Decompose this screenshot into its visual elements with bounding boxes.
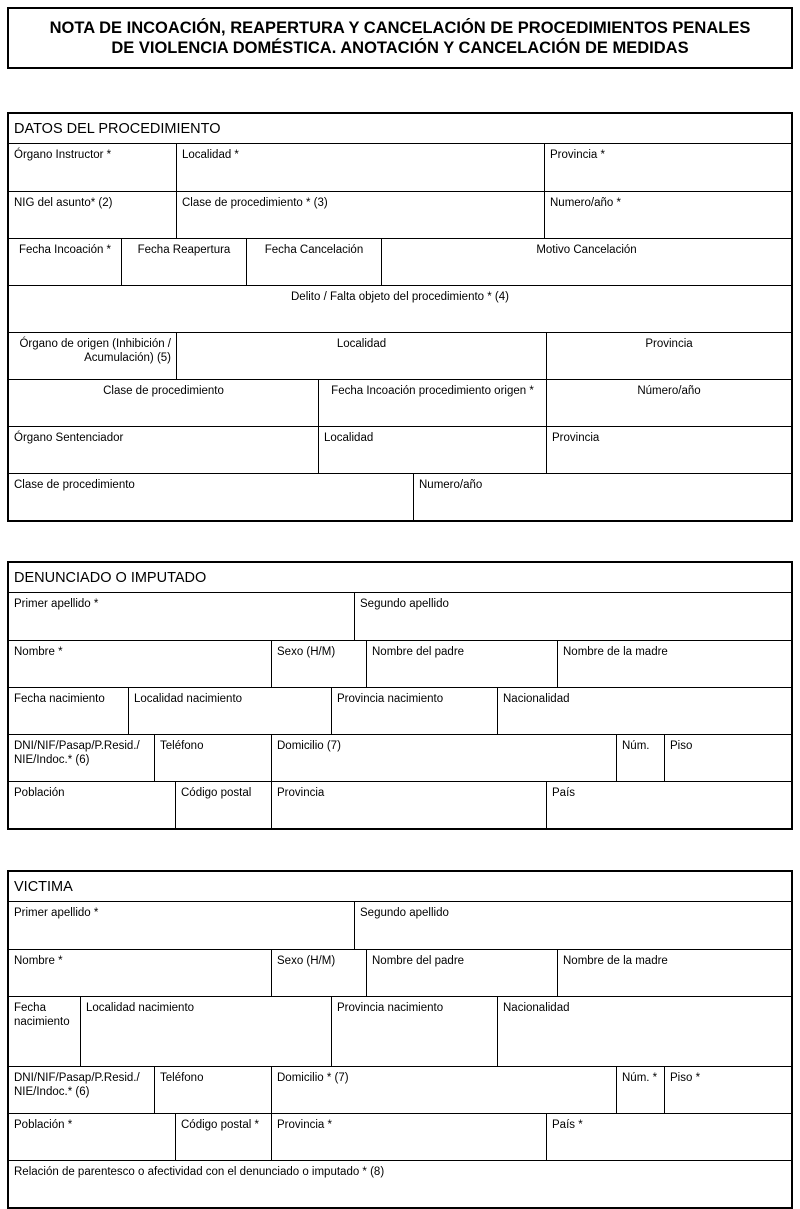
field-provincia[interactable]: Provincia *: [271, 1114, 546, 1160]
field-nombre-madre[interactable]: Nombre de la madre: [557, 950, 791, 996]
form-row: [9, 1113, 791, 1160]
field-provincia-origen[interactable]: Provincia: [546, 333, 791, 379]
field-pais[interactable]: País: [546, 782, 791, 828]
field-pais[interactable]: País *: [546, 1114, 791, 1160]
field-provincia-nacimiento[interactable]: Provincia nacimiento: [331, 997, 497, 1066]
field-numero-ano[interactable]: Numero/año *: [544, 192, 791, 238]
form-title: [7, 7, 793, 69]
field-nombre[interactable]: Nombre *: [14, 955, 63, 967]
form-row: [9, 285, 791, 332]
field-poblacion[interactable]: Población: [14, 787, 65, 799]
form-row: [9, 593, 791, 640]
form-row: [9, 473, 791, 520]
title-line-1: NOTA DE INCOACIÓN, REAPERTURA Y CANCELACIÓN DE PROCEDIMIENTOS PENALES: [49, 19, 751, 37]
title-line-2: DE VIOLENCIA DOMÉSTICA. ANOTACIÓN Y CANCELACIÓN DE MEDIDAS: [111, 39, 689, 57]
form-row: [9, 332, 791, 379]
field-nacionalidad[interactable]: Nacionalidad: [497, 997, 791, 1066]
field-nombre-padre[interactable]: Nombre del padre: [366, 641, 557, 687]
section-procedimiento: [7, 112, 793, 522]
field-nombre-madre[interactable]: Nombre de la madre: [557, 641, 791, 687]
field-nombre-padre[interactable]: Nombre del padre: [366, 950, 557, 996]
form-row: [9, 949, 791, 996]
field-relacion-parentesco[interactable]: Relación de parentesco o afectividad con el denunciado o imputado * (8): [14, 1166, 385, 1178]
field-clase-procedimiento[interactable]: Clase de procedimiento * (3): [176, 192, 544, 238]
form-row: [9, 781, 791, 828]
field-num[interactable]: Núm.: [616, 735, 664, 781]
form-row: [9, 996, 791, 1066]
field-nacionalidad[interactable]: Nacionalidad: [497, 688, 791, 734]
field-nombre[interactable]: Nombre *: [14, 646, 63, 658]
form-row: [9, 144, 791, 191]
form-row: [9, 379, 791, 426]
field-sexo[interactable]: Sexo (H/M): [271, 641, 366, 687]
section-heading: VICTIMA: [9, 872, 791, 902]
field-dni[interactable]: DNI/NIF/Pasap/P.Resid./ NIE/Indoc.* (6): [14, 740, 140, 766]
field-fecha-nacimiento[interactable]: Fecha nacimiento: [14, 1002, 70, 1028]
form-row: [9, 238, 791, 285]
field-segundo-apellido[interactable]: Segundo apellido: [354, 593, 791, 640]
field-numero-sentenciador[interactable]: Numero/año: [413, 474, 791, 520]
field-fecha-incoacion-origen[interactable]: Fecha Incoación procedimiento origen *: [318, 380, 546, 426]
field-sexo[interactable]: Sexo (H/M): [271, 950, 366, 996]
field-organo-sentenciador[interactable]: Órgano Sentenciador: [14, 432, 124, 444]
field-motivo-cancelacion[interactable]: Motivo Cancelación: [381, 239, 791, 285]
form-row: [9, 734, 791, 781]
form-row: [9, 1066, 791, 1113]
field-provincia[interactable]: Provincia *: [544, 144, 791, 191]
section-victima: [7, 870, 793, 1209]
form-row: [9, 191, 791, 238]
field-domicilio[interactable]: Domicilio (7): [271, 735, 616, 781]
field-domicilio[interactable]: Domicilio * (7): [271, 1067, 616, 1113]
field-piso[interactable]: Piso *: [664, 1067, 791, 1113]
form-row: [9, 902, 791, 949]
form-row: [9, 1160, 791, 1207]
field-telefono[interactable]: Teléfono: [154, 735, 271, 781]
section-denunciado: [7, 561, 793, 830]
field-fecha-reapertura[interactable]: Fecha Reapertura: [121, 239, 246, 285]
field-provincia-sentenciador[interactable]: Provincia: [546, 427, 791, 473]
field-segundo-apellido[interactable]: Segundo apellido: [354, 902, 791, 949]
section-heading: DATOS DEL PROCEDIMIENTO: [9, 114, 791, 144]
field-provincia-nacimiento[interactable]: Provincia nacimiento: [331, 688, 497, 734]
field-fecha-cancelacion[interactable]: Fecha Cancelación: [246, 239, 381, 285]
field-provincia[interactable]: Provincia: [271, 782, 546, 828]
field-localidad-nacimiento[interactable]: Localidad nacimiento: [80, 997, 331, 1066]
form-row: [9, 640, 791, 687]
field-organo-instructor[interactable]: Órgano Instructor *: [14, 149, 112, 161]
field-nig[interactable]: NIG del asunto* (2): [14, 197, 113, 209]
field-dni[interactable]: DNI/NIF/Pasap/P.Resid./ NIE/Indoc.* (6): [14, 1072, 140, 1098]
field-poblacion[interactable]: Población *: [14, 1119, 73, 1131]
field-num[interactable]: Núm. *: [616, 1067, 664, 1113]
form-row: [9, 687, 791, 734]
field-clase-sentenciador[interactable]: Clase de procedimiento: [14, 479, 135, 491]
field-primer-apellido[interactable]: Primer apellido *: [14, 598, 99, 610]
field-codigo-postal[interactable]: Código postal: [175, 782, 271, 828]
field-localidad-sentenciador[interactable]: Localidad: [318, 427, 546, 473]
field-piso[interactable]: Piso: [664, 735, 791, 781]
field-localidad-nacimiento[interactable]: Localidad nacimiento: [128, 688, 331, 734]
field-fecha-nacimiento[interactable]: Fecha nacimiento: [14, 693, 105, 705]
field-localidad-origen[interactable]: Localidad: [176, 333, 546, 379]
field-fecha-incoacion[interactable]: Fecha Incoación *: [18, 244, 112, 256]
field-organo-origen[interactable]: Órgano de origen (Inhibición / Acumulación) (5): [19, 338, 171, 364]
field-clase-origen[interactable]: Clase de procedimiento: [103, 385, 224, 397]
field-localidad[interactable]: Localidad *: [176, 144, 544, 191]
field-telefono[interactable]: Teléfono: [154, 1067, 271, 1113]
form-row: [9, 426, 791, 473]
section-heading: DENUNCIADO O IMPUTADO: [9, 563, 791, 593]
field-codigo-postal[interactable]: Código postal *: [175, 1114, 271, 1160]
field-numero-origen[interactable]: Número/año: [546, 380, 791, 426]
field-primer-apellido[interactable]: Primer apellido *: [14, 907, 99, 919]
field-delito[interactable]: Delito / Falta objeto del procedimiento * (4): [291, 291, 509, 303]
